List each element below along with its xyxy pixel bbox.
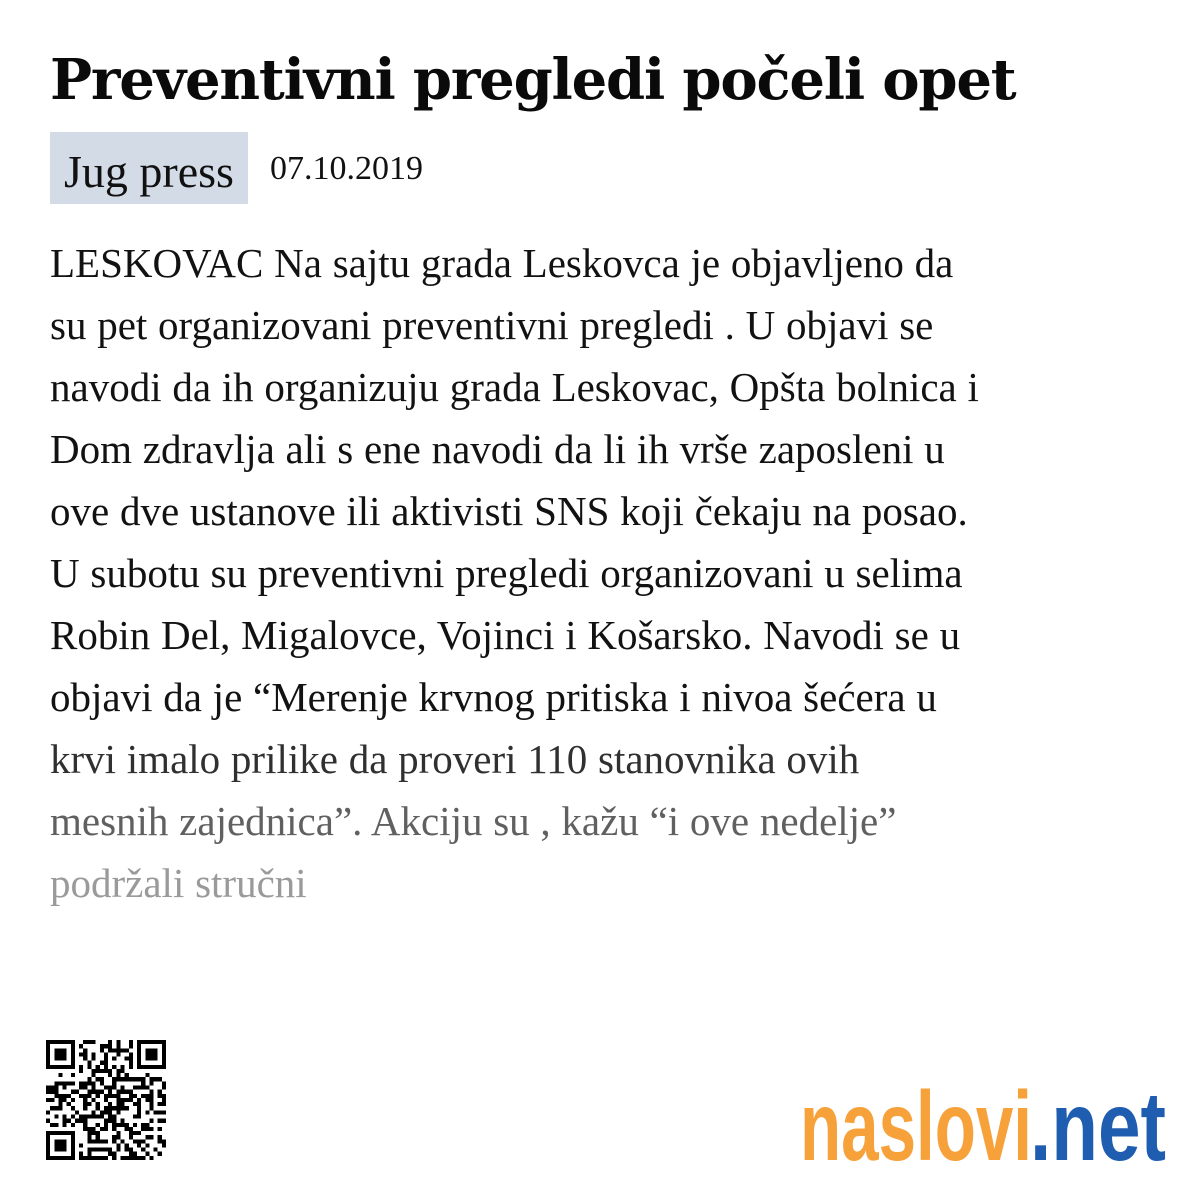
qr-code-icon[interactable]	[46, 1040, 166, 1160]
source-badge[interactable]: Jug press	[50, 132, 248, 204]
publish-date: 07.10.2019	[269, 150, 423, 187]
body-line: ove dve ustanove ili aktivisti SNS koji čekaju na posao.	[50, 488, 968, 534]
body-line: su pet organizovani preventivni pregledi . U objavi se	[50, 302, 934, 348]
body-line: Robin Del, Migalovce, Vojinci i Košarsko. Navodi se u	[50, 612, 961, 658]
article-meta	[50, 132, 423, 204]
logo-text-main: naslovi	[800, 1071, 1032, 1172]
body-line: navodi da ih organizuju grada Leskovac, Opšta bolnica i	[50, 364, 979, 410]
body-line-faded: podržali stručni	[50, 860, 307, 906]
article-title: Preventivni pregledi počeli opet	[50, 47, 1016, 113]
body-line: krvi imalo prilike da proveri 110 stanovnika ovih	[50, 736, 860, 782]
body-line: mesnih zajednica”. Akciju su , kažu “i ove nedelje”	[50, 798, 897, 844]
body-line: Dom zdravlja ali s ene navodi da li ih vrše zaposleni u	[50, 426, 945, 472]
body-line: LESKOVAC Na sajtu grada Leskovca je objavljeno da	[50, 240, 954, 286]
body-line: U subotu su preventivni pregledi organizovani u selima	[50, 550, 963, 596]
body-line: objavi da je “Merenje krvnog pritiska i nivoa šećera u	[50, 674, 937, 720]
article-body	[50, 232, 1170, 914]
naslovi-logo[interactable]	[800, 1064, 1170, 1172]
logo-text-tld: .net	[1030, 1071, 1166, 1172]
